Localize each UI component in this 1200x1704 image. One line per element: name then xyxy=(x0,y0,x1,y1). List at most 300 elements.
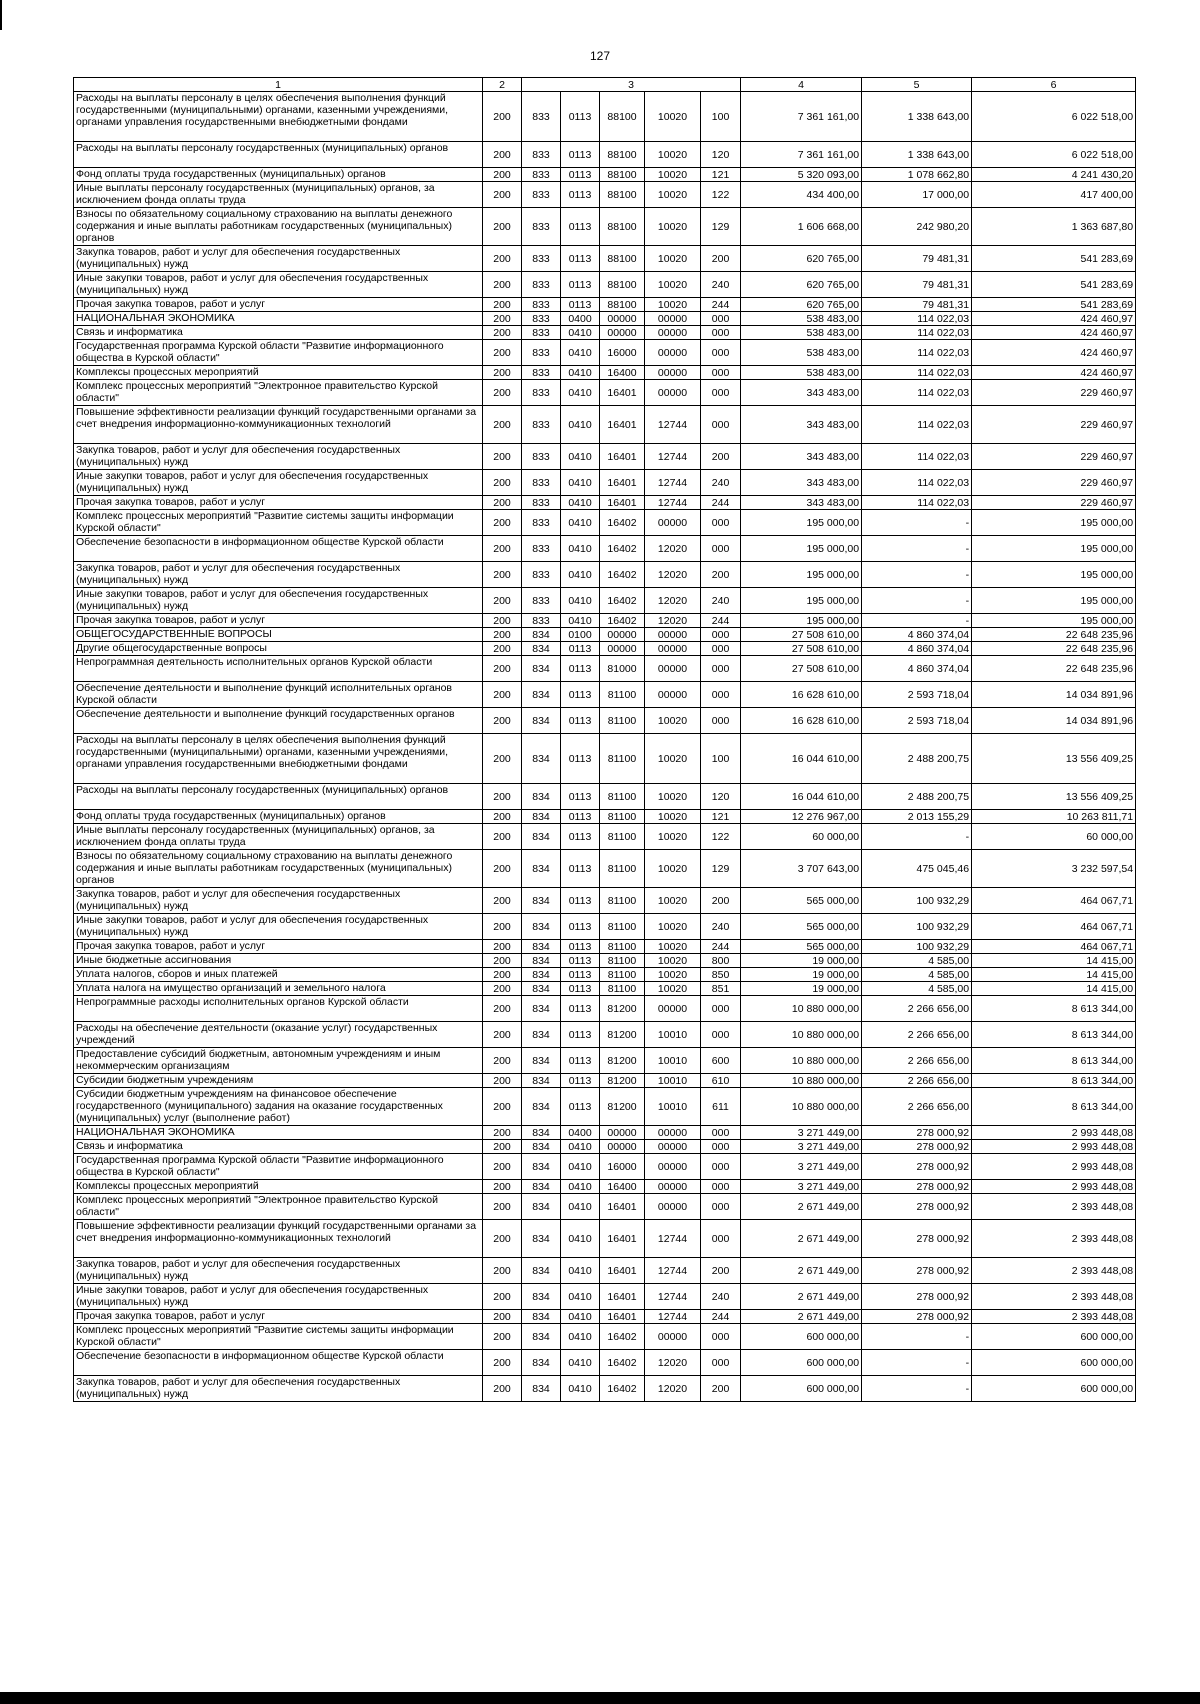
cell-code-type: 000 xyxy=(701,628,741,642)
cell-amount-5: - xyxy=(862,1376,972,1402)
cell-amount-6: 541 283,69 xyxy=(972,298,1136,312)
cell-code-section: 0113 xyxy=(561,954,600,968)
cell-amount-4: 27 508 610,00 xyxy=(741,628,862,642)
cell-code-program: 81200 xyxy=(600,1074,645,1088)
cell-amount-4: 19 000,00 xyxy=(741,982,862,996)
cell-code-program: 16400 xyxy=(600,1180,645,1194)
cell-code-direction: 12020 xyxy=(645,614,701,628)
cell-code-grbs: 834 xyxy=(522,968,561,982)
cell-amount-6: 6 022 518,00 xyxy=(972,92,1136,142)
cell-amount-5: - xyxy=(862,536,972,562)
cell-amount-4: 620 765,00 xyxy=(741,246,862,272)
table-row xyxy=(74,888,1136,914)
cell-col-2: 200 xyxy=(483,734,522,784)
cell-col-2: 200 xyxy=(483,1154,522,1180)
cell-code-section: 0410 xyxy=(561,1310,600,1324)
cell-name: Расходы на выплаты персоналу в целях обеспечения выполнения функций государственными (муниципальными) органами, казенными учреждениями, органами управления государственными внебюджетными фондами xyxy=(74,734,483,784)
cell-code-grbs: 834 xyxy=(522,1048,561,1074)
cell-code-section: 0410 xyxy=(561,444,600,470)
cell-amount-6: 424 460,97 xyxy=(972,326,1136,340)
cell-code-direction: 00000 xyxy=(645,1140,701,1154)
table-row xyxy=(74,914,1136,940)
table-row xyxy=(74,1154,1136,1180)
cell-code-grbs: 834 xyxy=(522,914,561,940)
cell-col-2: 200 xyxy=(483,982,522,996)
table-row xyxy=(74,168,1136,182)
cell-col-2: 200 xyxy=(483,470,522,496)
cell-code-program: 81100 xyxy=(600,784,645,810)
cell-code-program: 88100 xyxy=(600,246,645,272)
table-row xyxy=(74,1022,1136,1048)
cell-code-grbs: 834 xyxy=(522,734,561,784)
cell-code-type: 000 xyxy=(701,340,741,366)
cell-code-section: 0400 xyxy=(561,1126,600,1140)
cell-name: Комплекс процессных мероприятий "Электронное правительство Курской области" xyxy=(74,1194,483,1220)
cell-col-2: 200 xyxy=(483,588,522,614)
cell-amount-4: 16 628 610,00 xyxy=(741,708,862,734)
cell-amount-5: 4 585,00 xyxy=(862,968,972,982)
cell-code-program: 00000 xyxy=(600,642,645,656)
cell-name: Расходы на выплаты персоналу государственных (муниципальных) органов xyxy=(74,142,483,168)
cell-amount-6: 6 022 518,00 xyxy=(972,142,1136,168)
cell-code-program: 81200 xyxy=(600,1088,645,1126)
table-row xyxy=(74,954,1136,968)
cell-code-grbs: 833 xyxy=(522,246,561,272)
table-row xyxy=(74,312,1136,326)
cell-name: Комплексы процессных мероприятий xyxy=(74,366,483,380)
cell-amount-4: 27 508 610,00 xyxy=(741,642,862,656)
cell-code-grbs: 833 xyxy=(522,182,561,208)
cell-name: Повышение эффективности реализации функций государственными органами за счет внедрения информационно-коммуникационных технологий xyxy=(74,406,483,444)
cell-code-direction: 10020 xyxy=(645,810,701,824)
cell-code-grbs: 834 xyxy=(522,1126,561,1140)
cell-code-program: 81100 xyxy=(600,914,645,940)
cell-amount-5: 278 000,92 xyxy=(862,1126,972,1140)
cell-code-section: 0113 xyxy=(561,940,600,954)
cell-code-grbs: 833 xyxy=(522,562,561,588)
cell-code-section: 0410 xyxy=(561,1220,600,1258)
cell-amount-4: 620 765,00 xyxy=(741,272,862,298)
cell-amount-4: 3 271 449,00 xyxy=(741,1140,862,1154)
cell-name: Иные выплаты персоналу государственных (муниципальных) органов, за исключением фонда оплаты труда xyxy=(74,182,483,208)
cell-code-direction: 10020 xyxy=(645,168,701,182)
cell-code-type: 000 xyxy=(701,1180,741,1194)
cell-amount-5: 1 338 643,00 xyxy=(862,92,972,142)
cell-amount-5: - xyxy=(862,562,972,588)
cell-col-2: 200 xyxy=(483,182,522,208)
cell-code-program: 16401 xyxy=(600,470,645,496)
cell-name: Расходы на выплаты персоналу государственных (муниципальных) органов xyxy=(74,784,483,810)
cell-code-program: 16401 xyxy=(600,496,645,510)
cell-code-type: 200 xyxy=(701,888,741,914)
cell-col-2: 200 xyxy=(483,562,522,588)
table-row xyxy=(74,496,1136,510)
cell-amount-4: 538 483,00 xyxy=(741,340,862,366)
cell-col-2: 200 xyxy=(483,92,522,142)
cell-code-program: 00000 xyxy=(600,628,645,642)
cell-amount-5: 79 481,31 xyxy=(862,298,972,312)
cell-code-section: 0400 xyxy=(561,312,600,326)
cell-code-section: 0113 xyxy=(561,810,600,824)
cell-code-grbs: 834 xyxy=(522,1284,561,1310)
cell-col-2: 200 xyxy=(483,496,522,510)
cell-code-direction: 12744 xyxy=(645,406,701,444)
cell-code-direction: 00000 xyxy=(645,340,701,366)
table-row xyxy=(74,642,1136,656)
cell-code-section: 0410 xyxy=(561,1140,600,1154)
cell-amount-4: 195 000,00 xyxy=(741,614,862,628)
cell-code-grbs: 834 xyxy=(522,1180,561,1194)
table-row xyxy=(74,734,1136,784)
cell-code-direction: 10020 xyxy=(645,142,701,168)
cell-code-program: 88100 xyxy=(600,168,645,182)
cell-amount-4: 60 000,00 xyxy=(741,824,862,850)
cell-amount-5: 1 338 643,00 xyxy=(862,142,972,168)
cell-code-type: 100 xyxy=(701,734,741,784)
cell-amount-6: 229 460,97 xyxy=(972,380,1136,406)
cell-amount-5: 100 932,29 xyxy=(862,888,972,914)
cell-code-type: 000 xyxy=(701,510,741,536)
cell-code-grbs: 833 xyxy=(522,496,561,510)
cell-code-grbs: 834 xyxy=(522,1074,561,1088)
cell-amount-4: 600 000,00 xyxy=(741,1324,862,1350)
cell-code-grbs: 833 xyxy=(522,326,561,340)
cell-name: Комплекс процессных мероприятий "Электронное правительство Курской области" xyxy=(74,380,483,406)
cell-code-program: 16402 xyxy=(600,614,645,628)
cell-code-program: 81200 xyxy=(600,996,645,1022)
cell-amount-6: 60 000,00 xyxy=(972,824,1136,850)
cell-code-direction: 12744 xyxy=(645,1310,701,1324)
cell-name: Иные закупки товаров, работ и услуг для обеспечения государственных (муниципальных) нужд xyxy=(74,272,483,298)
cell-amount-5: 278 000,92 xyxy=(862,1154,972,1180)
cell-amount-4: 10 880 000,00 xyxy=(741,996,862,1022)
table-row xyxy=(74,708,1136,734)
cell-name: Обеспечение безопасности в информационном обществе Курской области xyxy=(74,1350,483,1376)
cell-col-2: 200 xyxy=(483,1258,522,1284)
cell-name: Взносы по обязательному социальному страхованию на выплаты денежного содержания и иные выплаты работникам государственных (муниципальных) органов xyxy=(74,850,483,888)
cell-col-2: 200 xyxy=(483,340,522,366)
table-row xyxy=(74,1140,1136,1154)
cell-code-grbs: 833 xyxy=(522,536,561,562)
cell-code-type: 200 xyxy=(701,246,741,272)
cell-code-section: 0113 xyxy=(561,168,600,182)
cell-code-grbs: 834 xyxy=(522,682,561,708)
cell-code-type: 000 xyxy=(701,996,741,1022)
cell-amount-4: 10 880 000,00 xyxy=(741,1088,862,1126)
cell-amount-5: 4 585,00 xyxy=(862,982,972,996)
cell-code-section: 0113 xyxy=(561,784,600,810)
cell-code-program: 81200 xyxy=(600,1048,645,1074)
cell-code-grbs: 834 xyxy=(522,1220,561,1258)
scan-bottom-edge xyxy=(0,1692,1200,1704)
cell-col-2: 200 xyxy=(483,406,522,444)
cell-amount-4: 434 400,00 xyxy=(741,182,862,208)
cell-col-2: 200 xyxy=(483,1350,522,1376)
table-row xyxy=(74,1310,1136,1324)
cell-code-program: 16401 xyxy=(600,1258,645,1284)
cell-code-section: 0113 xyxy=(561,208,600,246)
cell-name: Комплексы процессных мероприятий xyxy=(74,1180,483,1194)
cell-name: Комплекс процессных мероприятий "Развитие системы защиты информации Курской области" xyxy=(74,510,483,536)
cell-name: Закупка товаров, работ и услуг для обеспечения государственных (муниципальных) нужд xyxy=(74,246,483,272)
cell-code-direction: 00000 xyxy=(645,1180,701,1194)
cell-code-grbs: 833 xyxy=(522,208,561,246)
scan-edge-mark xyxy=(0,0,2,30)
cell-col-2: 200 xyxy=(483,1284,522,1310)
cell-col-2: 200 xyxy=(483,208,522,246)
cell-code-grbs: 834 xyxy=(522,1194,561,1220)
cell-code-type: 100 xyxy=(701,92,741,142)
cell-amount-5: 114 022,03 xyxy=(862,312,972,326)
cell-code-section: 0410 xyxy=(561,536,600,562)
cell-code-type: 000 xyxy=(701,326,741,340)
cell-code-program: 81100 xyxy=(600,682,645,708)
cell-amount-6: 10 263 811,71 xyxy=(972,810,1136,824)
cell-name: Обеспечение деятельности и выполнение функций государственных органов xyxy=(74,708,483,734)
cell-code-direction: 12744 xyxy=(645,1258,701,1284)
cell-amount-5: - xyxy=(862,588,972,614)
table-row xyxy=(74,588,1136,614)
cell-amount-6: 2 393 448,08 xyxy=(972,1220,1136,1258)
cell-amount-4: 2 671 449,00 xyxy=(741,1310,862,1324)
table-row xyxy=(74,1324,1136,1350)
cell-amount-6: 2 393 448,08 xyxy=(972,1284,1136,1310)
cell-code-grbs: 833 xyxy=(522,380,561,406)
cell-code-section: 0113 xyxy=(561,850,600,888)
cell-code-type: 000 xyxy=(701,380,741,406)
cell-code-type: 000 xyxy=(701,1324,741,1350)
cell-amount-4: 3 271 449,00 xyxy=(741,1154,862,1180)
cell-code-type: 851 xyxy=(701,982,741,996)
cell-code-program: 16402 xyxy=(600,536,645,562)
cell-name: Прочая закупка товаров, работ и услуг xyxy=(74,496,483,510)
cell-name: Прочая закупка товаров, работ и услуг xyxy=(74,1310,483,1324)
cell-amount-5: 4 585,00 xyxy=(862,954,972,968)
cell-amount-4: 195 000,00 xyxy=(741,536,862,562)
cell-amount-4: 600 000,00 xyxy=(741,1350,862,1376)
header-col-5: 5 xyxy=(862,78,972,92)
cell-code-grbs: 834 xyxy=(522,642,561,656)
cell-code-direction: 00000 xyxy=(645,380,701,406)
cell-code-direction: 00000 xyxy=(645,996,701,1022)
cell-code-section: 0113 xyxy=(561,642,600,656)
cell-code-type: 200 xyxy=(701,1258,741,1284)
cell-amount-6: 14 415,00 xyxy=(972,982,1136,996)
cell-amount-4: 7 361 161,00 xyxy=(741,92,862,142)
cell-code-type: 000 xyxy=(701,682,741,708)
cell-amount-6: 195 000,00 xyxy=(972,510,1136,536)
table-row xyxy=(74,272,1136,298)
cell-code-section: 0410 xyxy=(561,366,600,380)
cell-code-grbs: 834 xyxy=(522,1154,561,1180)
cell-code-grbs: 833 xyxy=(522,340,561,366)
cell-code-section: 0113 xyxy=(561,272,600,298)
cell-code-direction: 00000 xyxy=(645,1154,701,1180)
cell-amount-4: 565 000,00 xyxy=(741,888,862,914)
cell-col-2: 200 xyxy=(483,326,522,340)
table-row xyxy=(74,982,1136,996)
cell-code-type: 121 xyxy=(701,810,741,824)
cell-code-section: 0410 xyxy=(561,1284,600,1310)
cell-code-program: 88100 xyxy=(600,92,645,142)
cell-code-program: 81200 xyxy=(600,1022,645,1048)
cell-code-grbs: 834 xyxy=(522,1350,561,1376)
cell-amount-6: 464 067,71 xyxy=(972,914,1136,940)
cell-amount-5: 100 932,29 xyxy=(862,914,972,940)
cell-code-program: 16402 xyxy=(600,1350,645,1376)
cell-amount-4: 2 671 449,00 xyxy=(741,1194,862,1220)
cell-code-section: 0113 xyxy=(561,708,600,734)
cell-code-type: 244 xyxy=(701,940,741,954)
cell-amount-5: 17 000,00 xyxy=(862,182,972,208)
header-col-3: 3 xyxy=(522,78,741,92)
cell-code-program: 88100 xyxy=(600,208,645,246)
cell-code-section: 0113 xyxy=(561,824,600,850)
cell-amount-5: 114 022,03 xyxy=(862,380,972,406)
cell-code-direction: 10020 xyxy=(645,272,701,298)
cell-amount-5: - xyxy=(862,824,972,850)
cell-code-direction: 10020 xyxy=(645,888,701,914)
cell-name: Субсидии бюджетным учреждениям на финансовое обеспечение государственного (муниципального) задания на оказание государственных (муниципальных) услуг (выполнение работ) xyxy=(74,1088,483,1126)
cell-amount-5: 2 593 718,04 xyxy=(862,682,972,708)
cell-amount-6: 229 460,97 xyxy=(972,444,1136,470)
cell-code-program: 81100 xyxy=(600,708,645,734)
cell-amount-6: 464 067,71 xyxy=(972,888,1136,914)
cell-amount-6: 195 000,00 xyxy=(972,614,1136,628)
cell-code-direction: 00000 xyxy=(645,510,701,536)
cell-code-grbs: 833 xyxy=(522,142,561,168)
cell-code-section: 0113 xyxy=(561,734,600,784)
cell-amount-4: 16 628 610,00 xyxy=(741,682,862,708)
cell-name: Закупка товаров, работ и услуг для обеспечения государственных (муниципальных) нужд xyxy=(74,1376,483,1402)
cell-col-2: 200 xyxy=(483,1048,522,1074)
header-row xyxy=(74,78,1136,92)
cell-name: Закупка товаров, работ и услуг для обеспечения государственных (муниципальных) нужд xyxy=(74,888,483,914)
cell-code-direction: 00000 xyxy=(645,642,701,656)
cell-amount-5: 114 022,03 xyxy=(862,366,972,380)
cell-code-type: 611 xyxy=(701,1088,741,1126)
cell-name: Расходы на выплаты персоналу в целях обеспечения выполнения функций государственными (муниципальными) органами, казенными учреждениями, органами управления государственными внебюджетными фондами xyxy=(74,92,483,142)
cell-code-grbs: 834 xyxy=(522,1310,561,1324)
cell-amount-4: 3 271 449,00 xyxy=(741,1180,862,1194)
cell-code-section: 0410 xyxy=(561,1194,600,1220)
cell-name: Иные закупки товаров, работ и услуг для обеспечения государственных (муниципальных) нужд xyxy=(74,914,483,940)
cell-name: Иные выплаты персоналу государственных (муниципальных) органов, за исключением фонда оплаты труда xyxy=(74,824,483,850)
cell-code-section: 0113 xyxy=(561,968,600,982)
cell-col-2: 200 xyxy=(483,888,522,914)
cell-code-program: 81100 xyxy=(600,734,645,784)
cell-col-2: 200 xyxy=(483,1022,522,1048)
cell-col-2: 200 xyxy=(483,940,522,954)
cell-code-direction: 00000 xyxy=(645,1126,701,1140)
table-row xyxy=(74,142,1136,168)
cell-code-type: 200 xyxy=(701,1376,741,1402)
cell-code-type: 000 xyxy=(701,1194,741,1220)
cell-name: Повышение эффективности реализации функций государственными органами за счет внедрения информационно-коммуникационных технологий xyxy=(74,1220,483,1258)
cell-code-program: 81100 xyxy=(600,982,645,996)
cell-code-section: 0410 xyxy=(561,588,600,614)
cell-code-program: 81100 xyxy=(600,968,645,982)
cell-code-type: 000 xyxy=(701,1154,741,1180)
cell-amount-5: - xyxy=(862,510,972,536)
cell-amount-4: 27 508 610,00 xyxy=(741,656,862,682)
table-row xyxy=(74,182,1136,208)
cell-code-program: 00000 xyxy=(600,1140,645,1154)
cell-amount-5: 278 000,92 xyxy=(862,1284,972,1310)
cell-amount-5: 4 860 374,04 xyxy=(862,656,972,682)
cell-amount-4: 343 483,00 xyxy=(741,444,862,470)
cell-col-2: 200 xyxy=(483,444,522,470)
cell-amount-4: 195 000,00 xyxy=(741,510,862,536)
header-col-4: 4 xyxy=(741,78,862,92)
cell-code-type: 122 xyxy=(701,824,741,850)
cell-amount-6: 13 556 409,25 xyxy=(972,784,1136,810)
cell-code-section: 0113 xyxy=(561,92,600,142)
cell-name: Прочая закупка товаров, работ и услуг xyxy=(74,298,483,312)
cell-code-type: 000 xyxy=(701,642,741,656)
cell-code-type: 129 xyxy=(701,208,741,246)
cell-amount-6: 2 993 448,08 xyxy=(972,1126,1136,1140)
cell-amount-6: 2 393 448,08 xyxy=(972,1310,1136,1324)
cell-code-type: 240 xyxy=(701,914,741,940)
cell-amount-5: 278 000,92 xyxy=(862,1310,972,1324)
table-row xyxy=(74,444,1136,470)
cell-code-direction: 12020 xyxy=(645,562,701,588)
cell-code-direction: 10020 xyxy=(645,968,701,982)
cell-code-section: 0113 xyxy=(561,914,600,940)
table-row xyxy=(74,682,1136,708)
cell-code-program: 16401 xyxy=(600,1194,645,1220)
cell-code-program: 16000 xyxy=(600,340,645,366)
cell-code-grbs: 833 xyxy=(522,366,561,380)
cell-amount-4: 343 483,00 xyxy=(741,470,862,496)
cell-code-type: 244 xyxy=(701,614,741,628)
cell-amount-6: 417 400,00 xyxy=(972,182,1136,208)
cell-amount-4: 7 361 161,00 xyxy=(741,142,862,168)
cell-amount-5: 4 860 374,04 xyxy=(862,642,972,656)
cell-name: Государственная программа Курской области "Развитие информационного общества в Курской области" xyxy=(74,1154,483,1180)
cell-amount-5: 242 980,20 xyxy=(862,208,972,246)
cell-name: Расходы на обеспечение деятельности (оказание услуг) государственных учреждений xyxy=(74,1022,483,1048)
cell-code-type: 244 xyxy=(701,1310,741,1324)
cell-code-grbs: 833 xyxy=(522,298,561,312)
cell-amount-5: 278 000,92 xyxy=(862,1220,972,1258)
cell-code-section: 0410 xyxy=(561,1154,600,1180)
cell-code-program: 16402 xyxy=(600,510,645,536)
cell-code-type: 000 xyxy=(701,656,741,682)
cell-code-direction: 12744 xyxy=(645,1220,701,1258)
cell-amount-5: 4 860 374,04 xyxy=(862,628,972,642)
cell-amount-4: 538 483,00 xyxy=(741,366,862,380)
cell-code-section: 0410 xyxy=(561,406,600,444)
cell-amount-5: 1 078 662,80 xyxy=(862,168,972,182)
cell-name: Обеспечение безопасности в информационном обществе Курской области xyxy=(74,536,483,562)
cell-code-direction: 00000 xyxy=(645,656,701,682)
cell-amount-6: 22 648 235,96 xyxy=(972,656,1136,682)
cell-amount-4: 620 765,00 xyxy=(741,298,862,312)
cell-amount-4: 538 483,00 xyxy=(741,326,862,340)
cell-code-program: 16400 xyxy=(600,366,645,380)
cell-code-grbs: 834 xyxy=(522,656,561,682)
cell-name: Закупка товаров, работ и услуг для обеспечения государственных (муниципальных) нужд xyxy=(74,444,483,470)
cell-code-grbs: 834 xyxy=(522,850,561,888)
table-row xyxy=(74,1194,1136,1220)
cell-col-2: 200 xyxy=(483,1376,522,1402)
cell-code-direction: 10010 xyxy=(645,1074,701,1088)
cell-code-type: 850 xyxy=(701,968,741,982)
cell-name: Иные бюджетные ассигнования xyxy=(74,954,483,968)
cell-code-section: 0113 xyxy=(561,996,600,1022)
